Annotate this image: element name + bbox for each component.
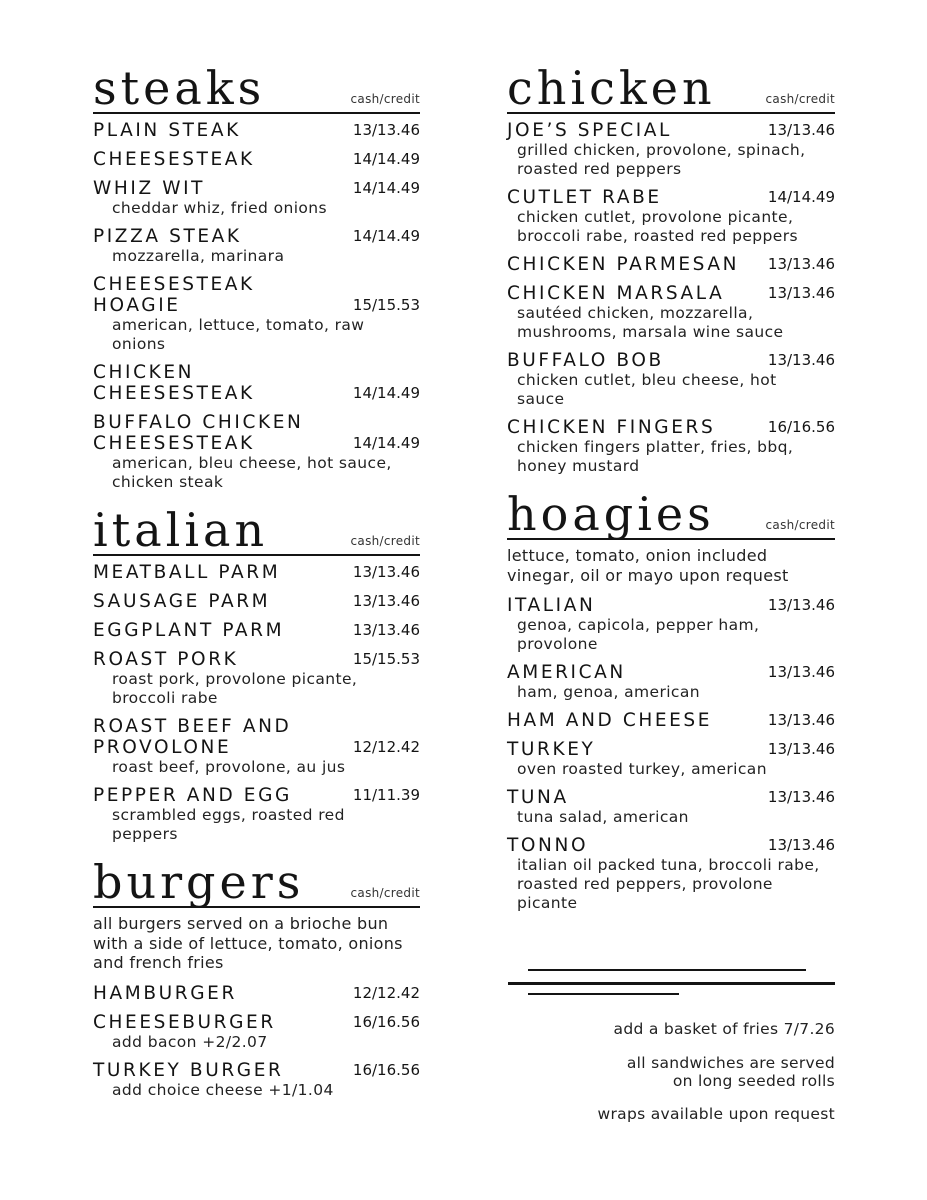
menu-item-header — [93, 785, 420, 806]
item-name: WHIZ WIT — [93, 178, 206, 199]
payment-tag: cash/credit — [350, 92, 420, 106]
item-description: american, bleu cheese, hot sauce, chicken steak — [112, 454, 392, 491]
item-name: ROAST PORK — [93, 649, 239, 670]
section-title: chicken — [507, 61, 716, 115]
menu-item-header — [93, 362, 420, 404]
item-description: add bacon +2/2.07 — [112, 1032, 268, 1051]
item-name: AMERICAN — [507, 662, 626, 683]
item-name: PEPPER AND EGG — [93, 785, 292, 806]
menu-item — [507, 787, 835, 827]
payment-tag: cash/credit — [350, 534, 420, 548]
menu-item-header — [93, 274, 420, 316]
divider-line — [528, 969, 806, 971]
item-price: 12/12.42 — [352, 738, 420, 756]
menu-item — [507, 254, 835, 275]
item-name: CUTLET RABE — [507, 187, 662, 208]
menu-item-header — [93, 649, 420, 670]
item-description: mozzarella, marinara — [112, 247, 285, 265]
payment-tag: cash/credit — [765, 92, 835, 106]
item-name: PIZZA STEAK — [93, 226, 242, 247]
menu-item-header — [507, 835, 835, 856]
steaks-items — [93, 120, 420, 492]
item-price: 11/11.39 — [352, 786, 420, 804]
item-price: 13/13.46 — [767, 284, 835, 302]
item-price: 13/13.46 — [352, 621, 420, 639]
menu-item-header — [93, 716, 420, 758]
item-description: chicken fingers platter, fries, bbq, honey mustard — [517, 438, 794, 475]
item-description: american, lettuce, tomato, raw onions — [112, 316, 365, 353]
menu-item-header — [93, 591, 420, 612]
menu-item-header — [93, 620, 420, 641]
item-price: 13/13.46 — [767, 255, 835, 273]
item-price: 13/13.46 — [767, 596, 835, 614]
section-title: burgers — [93, 855, 305, 909]
burgers-intro: all burgers served on a brioche bun with a side of lettuce, tomato, onions and french fries — [93, 914, 403, 972]
menu-item-header — [507, 787, 835, 808]
menu-item-header — [507, 187, 835, 208]
menu-item-header — [507, 350, 835, 371]
item-description: genoa, capicola, pepper ham, provolone — [517, 616, 760, 653]
hoagies-items — [507, 595, 835, 913]
menu-item — [507, 710, 835, 731]
item-price: 13/13.46 — [767, 711, 835, 729]
item-description: oven roasted turkey, american — [517, 760, 767, 778]
menu-item — [93, 649, 420, 708]
item-name: CHEESEBURGER — [93, 1011, 276, 1033]
item-price: 13/13.46 — [767, 121, 835, 139]
item-price: 14/14.49 — [352, 384, 420, 402]
menu-item-header — [93, 1060, 420, 1081]
item-name: CHICKEN CHEESESTEAK — [93, 362, 255, 404]
menu-item-header — [93, 226, 420, 247]
item-price: 13/13.46 — [352, 563, 420, 581]
item-price: 15/15.53 — [352, 296, 420, 314]
italian-items — [93, 562, 420, 844]
item-description: grilled chicken, provolone, spinach, roasted red peppers — [517, 141, 806, 178]
menu-item — [93, 149, 420, 170]
italian-header — [93, 503, 420, 557]
item-description: tuna salad, american — [517, 808, 689, 826]
section-title: steaks — [93, 61, 266, 115]
menu-item — [93, 412, 420, 492]
item-price: 16/16.56 — [352, 1060, 420, 1079]
item-description: sautéed chicken, mozzarella, mushrooms, marsala wine sauce — [517, 304, 784, 341]
item-name: BUFFALO CHICKEN CHEESESTEAK — [93, 412, 304, 454]
menu-item — [507, 120, 835, 179]
item-description: add choice cheese +1/1.04 — [112, 1080, 334, 1099]
menu-item-header — [93, 983, 420, 1004]
item-name: ROAST BEEF AND PROVOLONE — [93, 716, 292, 758]
menu-item — [93, 591, 420, 612]
item-price: 13/13.46 — [767, 836, 835, 854]
item-price: 14/14.49 — [767, 188, 835, 206]
section-title: italian — [93, 503, 269, 557]
payment-tag: cash/credit — [350, 886, 420, 900]
item-price: 13/13.46 — [767, 351, 835, 369]
item-name: TONNO — [507, 835, 589, 856]
item-price: 15/15.53 — [352, 650, 420, 668]
menu-item-header — [93, 149, 420, 170]
menu-item — [507, 739, 835, 779]
menu-item-header — [507, 254, 835, 275]
item-description: chicken cutlet, bleu cheese, hot sauce — [517, 371, 777, 408]
menu-item — [507, 283, 835, 342]
burgers-section — [93, 855, 420, 1100]
item-name: EGGPLANT PARM — [93, 620, 285, 641]
item-name: CHEESESTEAK — [93, 149, 255, 170]
item-price: 14/14.49 — [352, 434, 420, 452]
item-price: 13/13.46 — [352, 592, 420, 610]
item-name: HAMBURGER — [93, 982, 237, 1004]
menu-item-header — [93, 562, 420, 583]
menu-item — [93, 1012, 420, 1052]
item-name: BUFFALO BOB — [507, 350, 664, 371]
item-description: cheddar whiz, fried onions — [112, 199, 327, 217]
menu-item — [93, 983, 420, 1004]
item-name: HAM AND CHEESE — [507, 710, 713, 731]
steaks-header — [93, 61, 420, 115]
menu-item — [507, 595, 835, 654]
menu-item-header — [507, 283, 835, 304]
section-title: hoagies — [507, 487, 715, 541]
italian-section — [93, 503, 420, 844]
menu-item — [507, 350, 835, 409]
hoagies-intro: lettuce, tomato, onion included vinegar, oil or mayo upon request — [507, 546, 789, 585]
item-price: 13/13.46 — [767, 740, 835, 758]
menu-item — [507, 417, 835, 476]
menu-item — [93, 274, 420, 354]
item-price: 14/14.49 — [352, 179, 420, 197]
item-name: SAUSAGE PARM — [93, 591, 271, 612]
item-name: TUNA — [507, 787, 569, 808]
menu-item — [93, 562, 420, 583]
item-description: ham, genoa, american — [517, 683, 700, 701]
divider-line — [508, 982, 835, 985]
menu-item — [93, 785, 420, 844]
menu-item — [93, 362, 420, 404]
item-name: MEATBALL PARM — [93, 562, 281, 583]
item-name: ITALIAN — [507, 595, 596, 616]
steaks-section — [93, 61, 420, 492]
hoagies-section — [507, 487, 835, 913]
menu-item-header — [93, 412, 420, 454]
menu-item — [93, 1060, 420, 1100]
item-name: TURKEY BURGER — [93, 1059, 284, 1081]
item-description: scrambled eggs, roasted red peppers — [112, 806, 345, 843]
right-column — [507, 61, 835, 921]
item-name: CHICKEN FINGERS — [507, 417, 716, 438]
chicken-section — [507, 61, 835, 476]
item-name: CHICKEN MARSALA — [507, 283, 725, 304]
item-name: CHICKEN PARMESAN — [507, 254, 740, 275]
menu-item-header — [507, 662, 835, 683]
menu-item-header — [507, 739, 835, 760]
menu-item-header — [507, 120, 835, 141]
menu-item-header — [93, 120, 420, 141]
hoagies-header — [507, 487, 835, 541]
item-price: 13/13.46 — [767, 788, 835, 806]
menu-item — [507, 835, 835, 913]
menu-item-header — [507, 710, 835, 731]
menu-item-header — [93, 1012, 420, 1033]
menu-item-header — [507, 417, 835, 438]
divider-line — [528, 993, 679, 995]
item-price: 13/13.46 — [767, 663, 835, 681]
menu-item — [93, 120, 420, 141]
burgers-items — [93, 983, 420, 1100]
menu-item-header — [93, 178, 420, 199]
menu-item — [93, 178, 420, 218]
menu-item — [507, 187, 835, 246]
left-column — [93, 61, 420, 1108]
chicken-header — [507, 61, 835, 115]
item-name: PLAIN STEAK — [93, 120, 241, 141]
menu-item — [507, 662, 835, 702]
menu-item — [93, 226, 420, 266]
item-description: chicken cutlet, provolone picante, broccoli rabe, roasted red peppers — [517, 208, 798, 245]
burgers-header — [93, 855, 420, 909]
item-price: 13/13.46 — [352, 121, 420, 139]
menu-item — [93, 620, 420, 641]
item-description: italian oil packed tuna, broccoli rabe, roasted red peppers, provolone picante — [517, 856, 820, 912]
item-name: JOE’S SPECIAL — [507, 120, 672, 141]
payment-tag: cash/credit — [765, 518, 835, 532]
fries-note: add a basket of fries 7/7.26 — [613, 1020, 835, 1038]
item-name: TURKEY — [507, 739, 596, 760]
item-price: 16/16.56 — [767, 418, 835, 436]
rolls-note: all sandwiches are served on long seeded rolls — [626, 1054, 835, 1090]
wraps-note: wraps available upon request — [597, 1105, 835, 1123]
item-price: 14/14.49 — [352, 150, 420, 168]
menu-item — [93, 716, 420, 777]
menu-item-header — [507, 595, 835, 616]
item-price: 12/12.42 — [352, 983, 420, 1002]
item-price: 14/14.49 — [352, 227, 420, 245]
chicken-items — [507, 120, 835, 476]
item-description: roast beef, provolone, au jus — [112, 758, 346, 776]
item-description: roast pork, provolone picante, broccoli rabe — [112, 670, 358, 707]
item-price: 16/16.56 — [352, 1012, 420, 1031]
item-name: CHEESESTEAK HOAGIE — [93, 274, 255, 316]
